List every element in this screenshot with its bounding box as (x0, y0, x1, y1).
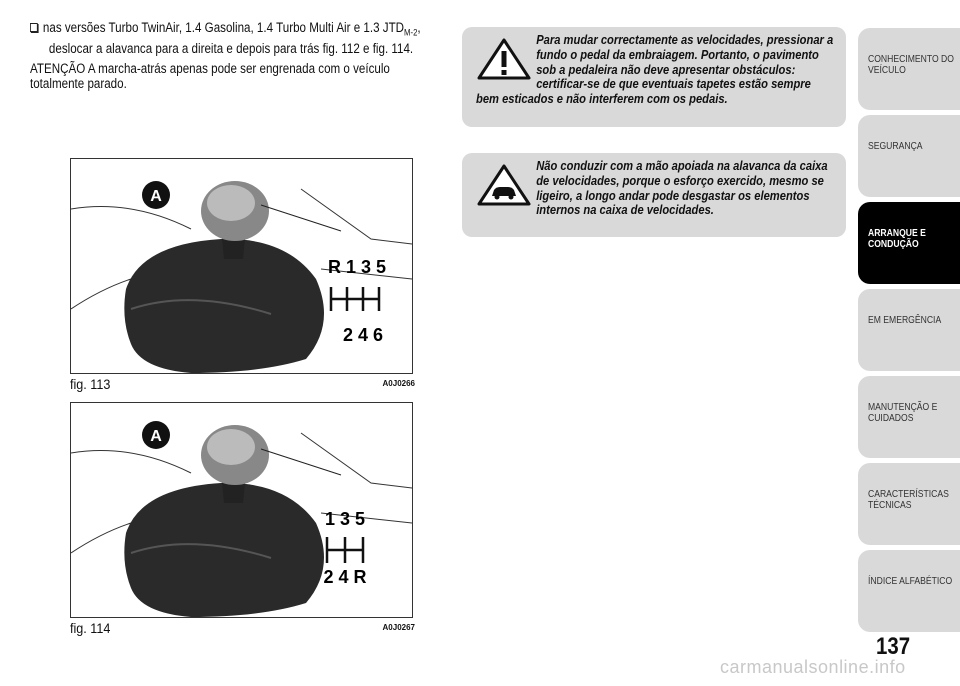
tab-seguranca[interactable] (858, 115, 960, 197)
bullet-box-icon (30, 23, 38, 32)
callout-a-label: A (150, 188, 162, 205)
watermark: carmanualsonline.info (720, 657, 906, 677)
tab-manutencao-e-cuidados[interactable] (858, 376, 960, 458)
tab-caracteristicas-tecnicas[interactable] (858, 463, 960, 545)
gear-bottom-labels: 2 4 6 (342, 325, 384, 345)
tab-label: ÍNDICE ALFABÉTICO (868, 575, 953, 587)
tab-label: EM EMERGÊNCIA (868, 314, 942, 326)
bullet-text-start: nas versões Turbo TwinAir, 1.4 Gasolina, 1.4 Turbo Multi Air e 1.3 JTD (42, 20, 405, 35)
tab-label: ARRANQUE E CONDUÇÃO (868, 227, 926, 250)
figure-label: fig. 113 (70, 376, 111, 392)
tab-em-emergencia[interactable] (858, 289, 960, 371)
warning-text: Para mudar correctamente as velocidades, pressionar a fundo o pedal da embraiagem. Portanto, o pavimento sob a pedaleira não deve apresentar obstáculos: certificar-se de que eventuais tapetes estão sempre bem esticados e não interferem com os pedais. (476, 32, 834, 107)
left-column (30, 20, 440, 91)
tab-label: CARACTERÍSTICAS TÉCNICAS (868, 488, 949, 511)
callout-a-label: A (150, 428, 162, 445)
tab-conhecimento-do-veiculo[interactable] (858, 28, 960, 110)
bullet-text-end: , deslocar a alavanca para a direita e depois para trás fig. 112 e fig. 114. (48, 20, 421, 56)
figure-code: A0J0266 (382, 379, 415, 388)
attention-paragraph: ATENÇÃO A marcha-atrás apenas pode ser engrenada com o veículo totalmente parado. (30, 60, 390, 91)
figure-113 (70, 158, 413, 374)
tab-indice-alfabetico[interactable] (858, 550, 960, 632)
gear-top-labels: 1 3 5 (324, 509, 366, 529)
gear-bottom-labels: 2 4 R (323, 567, 367, 587)
tab-label: CONHECIMENTO DO VEÍCULO (868, 53, 954, 76)
figure-label: fig. 114 (70, 620, 111, 636)
tab-label: MANUTENÇÃO E CUIDADOS (868, 401, 938, 424)
page-number: 137 (876, 633, 911, 660)
gear-lever-illustration-113 (71, 159, 412, 373)
bullet-paragraph (30, 20, 458, 56)
gear-top-labels: R 1 3 5 (327, 257, 387, 277)
gear-lever-illustration-114 (71, 403, 412, 617)
tab-label: SEGURANÇA (868, 140, 923, 152)
gear-shift-pattern-icon (327, 537, 363, 563)
figure-114 (70, 402, 413, 618)
bullet-subscript: M-2 (404, 27, 418, 38)
warning-box-clutch (462, 27, 846, 127)
warning-text: Não conduzir com a mão apoiada na alavanca da caixa de velocidades, porque o esforço exercido, mesmo se ligeiro, a longo andar pode desgastar os elementos internos na caixa de velocidades. (536, 158, 828, 218)
warning-box-gearbox (462, 153, 846, 237)
tab-arranque-e-conducao[interactable] (858, 202, 960, 284)
gear-shift-pattern-icon (331, 287, 379, 311)
figure-code: A0J0267 (382, 623, 415, 632)
